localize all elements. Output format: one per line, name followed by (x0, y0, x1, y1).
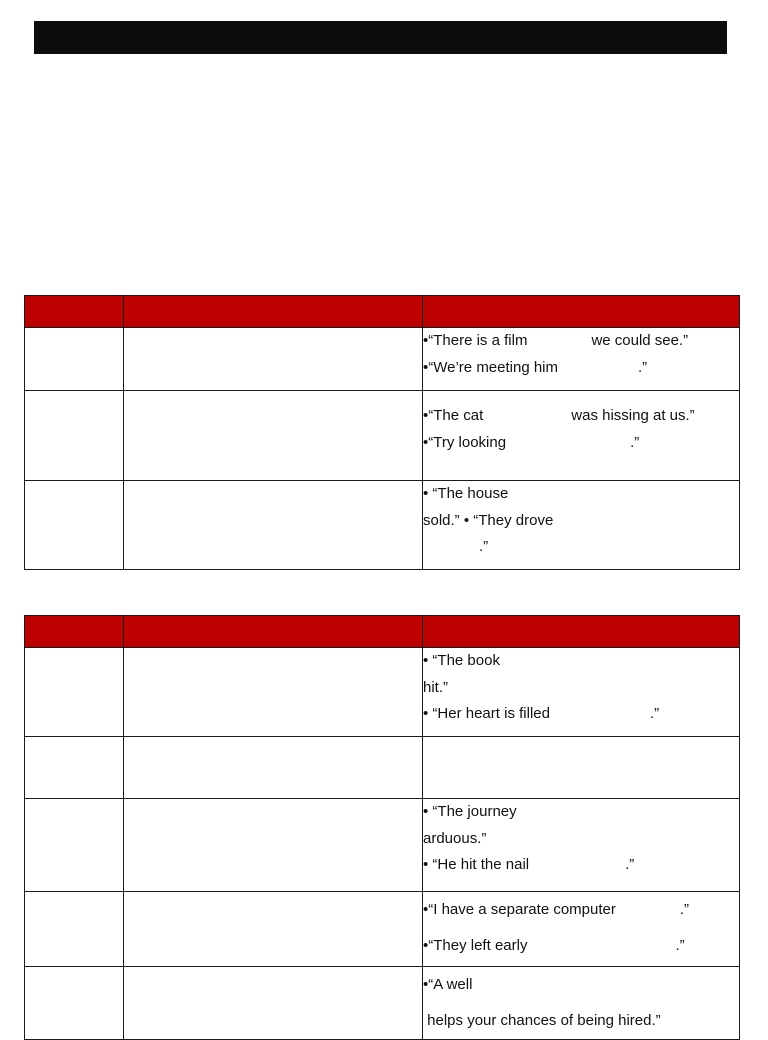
example-text-before-blank: • “Her heart is filled (423, 705, 550, 722)
term-cell (25, 391, 124, 481)
example-cell (423, 967, 740, 1040)
example-sentence (423, 403, 739, 430)
example-text-before-blank: •“I have a separate computer (423, 901, 616, 918)
example-cell (423, 799, 740, 892)
header-cell-examples (423, 616, 740, 648)
example-sentence (423, 648, 739, 675)
header-cell-examples (423, 296, 740, 328)
table-header-row (25, 616, 740, 648)
table-row (25, 892, 740, 967)
example-sentence (423, 928, 739, 964)
definition-cell (124, 892, 423, 967)
definition-cell (124, 737, 423, 799)
example-text-before-blank: •“A well (423, 976, 473, 993)
example-sentence (423, 508, 739, 535)
term-cell (25, 648, 124, 737)
table-row (25, 648, 740, 737)
example-text-after-blank: .” (675, 937, 685, 954)
example-text-after-blank: .” (630, 433, 640, 451)
example-sentence (423, 826, 739, 853)
example-text-before-blank: •“We’re meeting him (423, 358, 559, 376)
example-sentence (423, 892, 739, 928)
table-row (25, 737, 740, 799)
example-text-after-blank: .” (479, 538, 489, 555)
example-text-after-blank: .” (649, 705, 660, 722)
example-sentence (423, 701, 739, 728)
example-sentence (423, 430, 739, 457)
example-cell (423, 892, 740, 967)
example-text-before-blank: • “The journey (423, 803, 517, 820)
table-header-row (25, 296, 740, 328)
example-cell (423, 328, 740, 391)
example-text-before-blank: helps your chances of being hired.” (423, 1012, 661, 1029)
header-cell-term (25, 616, 124, 648)
example-text-before-blank: sold.” • “They drove (423, 511, 554, 529)
example-cell (423, 391, 740, 481)
term-cell (25, 328, 124, 391)
definition-cell (124, 967, 423, 1040)
table-row (25, 967, 740, 1040)
term-cell (25, 892, 124, 967)
example-sentence (423, 534, 739, 561)
example-cell (423, 648, 740, 737)
header-cell-definition (124, 616, 423, 648)
example-text-after-blank: .” (638, 358, 648, 376)
example-text-before-blank: arduous.” (423, 829, 487, 847)
example-text-after-blank: .” (625, 856, 635, 873)
example-text-before-blank: • “The house (423, 485, 509, 502)
header-cell-definition (124, 296, 423, 328)
example-sentence (423, 799, 739, 826)
term-cell (25, 799, 124, 892)
example-cell (423, 737, 740, 799)
example-text-before-blank: hit.” (423, 678, 449, 696)
definition-cell (124, 648, 423, 737)
example-sentence (423, 355, 739, 382)
table-row (25, 799, 740, 892)
header-cell-term (25, 296, 124, 328)
example-sentence (423, 967, 739, 1003)
examples-table-2 (24, 615, 740, 1040)
example-sentence (423, 481, 739, 508)
example-cell (423, 481, 740, 570)
definition-cell (124, 481, 423, 570)
example-sentence (423, 675, 739, 702)
definition-cell (124, 391, 423, 481)
table-row (25, 391, 740, 481)
example-text-before-blank: •“They left early (423, 937, 528, 954)
example-text-before-blank: •“The cat (423, 407, 484, 424)
example-text-before-blank: •“There is a film (423, 332, 528, 349)
example-sentence (423, 852, 739, 879)
example-sentence (423, 1003, 739, 1039)
example-text-before-blank: • “He hit the nail (423, 856, 530, 873)
definition-cell (124, 799, 423, 892)
example-text-before-blank: •“Try looking (423, 433, 507, 451)
definition-cell (124, 328, 423, 391)
example-text-after-blank: .” (679, 901, 690, 918)
example-sentence (423, 328, 739, 355)
term-cell (25, 737, 124, 799)
term-cell (25, 481, 124, 570)
term-cell (25, 967, 124, 1040)
example-text-after-blank: we could see.” (591, 332, 689, 349)
example-text-before-blank: • “The book (423, 652, 500, 669)
table-row (25, 328, 740, 391)
example-text-after-blank: was hissing at us.” (571, 407, 695, 424)
table-row (25, 481, 740, 570)
title-bar (34, 21, 727, 54)
examples-table-1 (24, 295, 740, 570)
